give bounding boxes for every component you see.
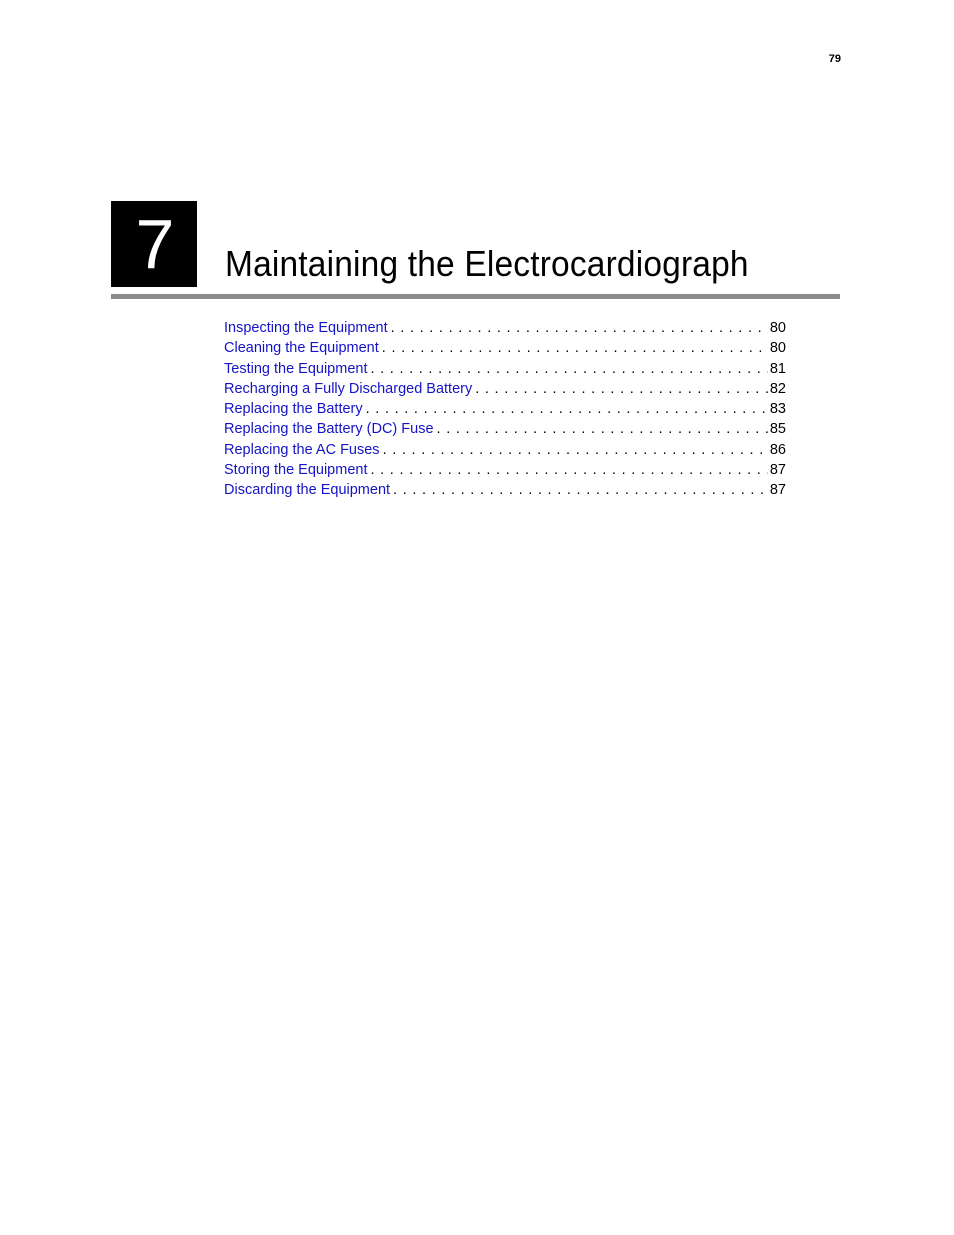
toc-entry-label[interactable]: Testing the Equipment	[224, 360, 368, 377]
toc-entry-label[interactable]: Replacing the AC Fuses	[224, 441, 380, 458]
toc-dot-leader	[370, 460, 767, 480]
toc-entry-testing[interactable]	[224, 359, 786, 379]
table-of-contents	[224, 318, 786, 500]
toc-entry-replacing-ac-fuses[interactable]	[224, 440, 786, 460]
toc-entry-page: 86	[769, 441, 786, 458]
toc-entry-page: 82	[769, 380, 786, 397]
toc-entry-storing[interactable]	[224, 460, 786, 480]
page-number: 79	[828, 53, 841, 65]
toc-entry-label[interactable]: Cleaning the Equipment	[224, 340, 379, 357]
toc-entry-label[interactable]: Inspecting the Equipment	[224, 320, 388, 336]
toc-entry-label[interactable]: Replacing the Battery (DC) Fuse	[224, 421, 434, 438]
toc-entry-page: 87	[769, 482, 786, 498]
toc-entry-page: 83	[769, 401, 786, 417]
toc-dot-leader	[383, 440, 768, 460]
toc-entry-page: 85	[769, 421, 786, 438]
toc-entry-label[interactable]: Discarding the Equipment	[224, 482, 391, 498]
toc-dot-leader	[370, 359, 767, 379]
toc-dot-leader	[437, 419, 768, 439]
chapter-title: Maintaining the Electrocardiograph	[225, 243, 749, 284]
toc-entry-page: 80	[769, 340, 786, 357]
toc-entry-replacing-battery[interactable]	[224, 399, 786, 419]
toc-dot-leader	[382, 338, 768, 358]
toc-entry-page: 81	[769, 360, 786, 377]
chapter-number-box: 7	[111, 201, 197, 287]
toc-entry-label[interactable]: Storing the Equipment	[224, 461, 368, 478]
toc-entry-replacing-dc-fuse[interactable]	[224, 419, 786, 439]
toc-entry-recharging[interactable]	[224, 379, 786, 399]
toc-entry-page: 80	[769, 320, 786, 336]
toc-entry-cleaning[interactable]	[224, 338, 786, 358]
toc-entry-page: 87	[769, 461, 786, 478]
toc-dot-leader	[475, 379, 768, 399]
toc-entry-discarding[interactable]	[224, 480, 786, 500]
toc-entry-label[interactable]: Recharging a Fully Discharged Battery	[224, 380, 473, 397]
title-divider	[111, 294, 840, 299]
toc-dot-leader	[391, 318, 768, 338]
toc-dot-leader	[393, 480, 768, 500]
toc-entry-label[interactable]: Replacing the Battery	[224, 401, 363, 417]
toc-entry-inspecting[interactable]	[224, 318, 786, 338]
toc-dot-leader	[366, 399, 768, 419]
